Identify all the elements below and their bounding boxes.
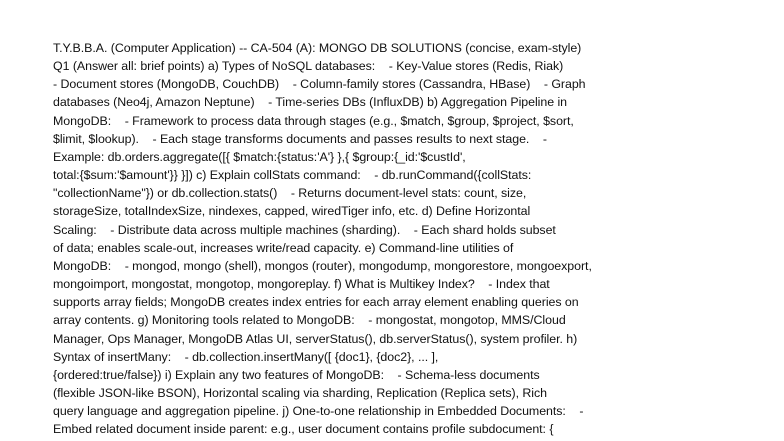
text-line: {ordered:true/false}) i) Explain any two features of MongoDB: - Schema-less documents	[53, 367, 540, 382]
text-line: storageSize, totalIndexSize, nindexes, capped, wiredTiger info, etc. d) Define Horizontal	[53, 204, 531, 219]
text-line: Example: db.orders.aggregate([{ $match:{status:'A'} },{ $group:{_id:'$custId',	[53, 149, 466, 164]
text-line: T.Y.B.B.A. (Computer Application) -- CA-504 (A): MONGO DB SOLUTIONS (concise, exam-style)	[53, 41, 582, 55]
text-line: "collectionName"}) or db.collection.stats() - Returns document-level stats: count, size,	[53, 186, 527, 201]
text-line: array contents. g) Monitoring tools related to MongoDB: - mongostat, mongotop, MMS/Cloud	[53, 313, 566, 328]
text-line: Q1 (Answer all: brief points) a) Types of NoSQL databases: - Key-Value stores (Redis, Riak)	[53, 59, 564, 74]
text-line: Scaling: - Distribute data across multiple machines (sharding). - Each shard holds subset	[53, 222, 556, 237]
text-line: total:{$sum:'$amount'}} }]) c) Explain collStats command: - db.runCommand({collStats:	[53, 168, 532, 183]
text-line: Manager, Ops Manager, MongoDB Atlas UI, serverStatus(), db.serverStatus(), system profiler. h)	[53, 331, 578, 346]
text-line: MongoDB: - mongod, mongo (shell), mongos (router), mongodump, mongorestore, mongoexport,	[53, 258, 592, 273]
text-line: supports array fields; MongoDB creates index entries for each array element enabling queries on	[53, 295, 579, 310]
text-line: databases (Neo4j, Amazon Neptune) - Time-series DBs (InfluxDB) b) Aggregation Pipeline in	[53, 95, 567, 110]
text-line: Syntax of insertMany: - db.collection.insertMany([ {doc1}, {doc2}, ... ],	[53, 349, 439, 364]
text-line: query language and aggregation pipeline. j) One-to-one relationship in Embedded Documents: -	[53, 404, 584, 419]
text-line: Embed related document inside parent: e.g., user document contains profile subdocument: {	[53, 422, 554, 437]
text-line: (flexible JSON-like BSON), Horizontal scaling via sharding, Replication (Replica sets), Rich	[53, 385, 547, 400]
text-line: MongoDB: - Framework to process data through stages (e.g., $match, $group, $project, $sort,	[53, 113, 574, 128]
document-body	[53, 39, 773, 438]
text-line: $limit, $lookup). - Each stage transforms documents and passes results to next stage. -	[53, 131, 547, 146]
text-line: - Document stores (MongoDB, CouchDB) - Column-family stores (Cassandra, HBase) - Graph	[53, 77, 586, 92]
text-line: of data; enables scale-out, increases write/read capacity. e) Command-line utilities of	[53, 240, 514, 255]
text-line: mongoimport, mongostat, mongotop, mongoreplay. f) What is Multikey Index? - Index that	[53, 277, 550, 292]
